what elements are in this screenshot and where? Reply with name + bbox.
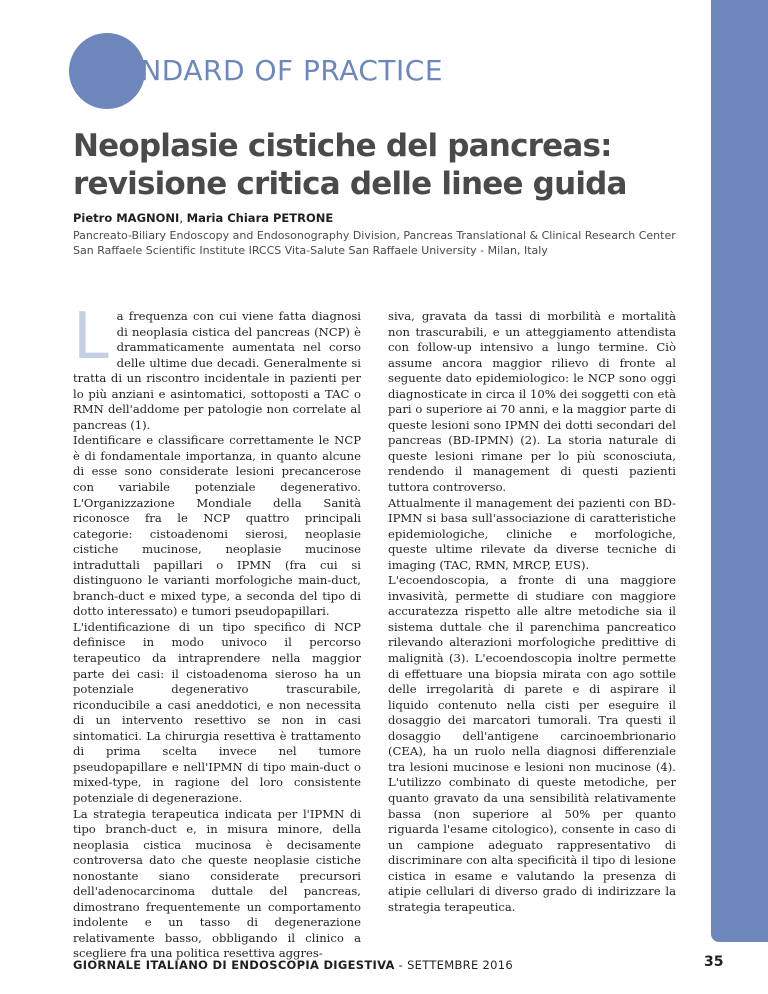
section-label-text: STANDARD OF PRACTICE	[87, 54, 444, 87]
journal-issue: - SETTEMBRE 2016	[394, 958, 513, 972]
paragraph: L'identificazione di un tipo specifico di NCP definisce in modo univoco il percorso terapeutico da intraprendere nella maggior parte dei casi: il cistoadenoma sieroso ha un potenziale degenerativo trascurabile, riconducibile a casi aneddotici, e non necessita di un intervento resettivo se non in casi sintomatici. La chirurgia resettiva è trattamento di prima scelta invece nel tumore pseudopapillare e nell'IPMN di tipo main-duct o mixed-type, in ragione del loro consistente potenziale di degenerazione.	[73, 619, 361, 805]
paragraph	[73, 300, 361, 433]
paragraph-text: a frequenza con cui viene fatta diagnosi di neoplasia cistica del pancreas (NCP) è drammaticamente aumentata nel corso delle ultime due decadi. Generalmente si tratta di un riscontro incidentale in pazienti per lo più anziani e asintomatici, sottoposti a TAC o RMN dell'addome per patologie non correlate al pancreas (1).	[73, 309, 361, 432]
author-separator: ,	[179, 211, 187, 225]
paragraph: L'ecoendoscopia, a fronte di una maggiore invasività, permette di studiare con maggiore accuratezza rispetto alle altre metodiche sia il sistema duttale che il parenchima pancreatico rilevando alterazioni morfologiche predittive di malignità (3). L'ecoendoscopia inoltre permette di effettuare una biopsia mirata con ago sottile delle irregolarità di parete e di aspirare il liquido contenuto nella cisti per eseguire il dosaggio dei marcatori tumorali. Tra questi il dosaggio dell'antigene carcinoembrionario (CEA), ha un ruolo nella diagnosi differenziale tra lesioni mucinose e lesioni non mucinose (4). L'utilizzo combinato di queste metodiche, per quanto gravato da una sensibilità relativamente bassa (non superiore al 50% per quanto riguarda l'esame citologico), consente in caso di un campione adeguato rappresentativo di discriminare con alta specificità il tipo di lesione cistica in esame e valutando la presenza di atipie cellulari di diverso grado di indirizzare la strategia terapeutica.	[388, 573, 676, 914]
author-2: Maria Chiara PETRONE	[186, 211, 334, 225]
right-column	[388, 309, 676, 915]
journal-name: GIORNALE ITALIANO DI ENDOSCOPIA DIGESTIVA	[73, 958, 395, 972]
title-line-1: Neoplasie cistiche del pancreas:	[73, 128, 612, 164]
authors	[73, 211, 333, 225]
side-section-tab	[711, 0, 768, 942]
drop-cap: L	[73, 300, 109, 374]
left-column	[73, 300, 361, 962]
article-title	[73, 127, 693, 203]
paragraph: Attualmente il management dei pazienti con BD-IPMN si basa sull'associazione di caratteristiche epidemiologiche, cliniche e morfologiche, queste ultime rilevate da diverse tecniche di imaging (TAC, RMN, MRCP, EUS).	[388, 495, 676, 572]
affiliation-line-2: San Raffaele Scientific Institute IRCCS Vita-Salute San Raffaele University - Milan, Italy	[73, 244, 548, 257]
footer-journal	[73, 958, 513, 972]
affiliation	[73, 228, 703, 258]
paragraph: Identificare e classificare correttamente le NCP è di fondamentale importanza, in quanto alcune di esse sono considerate lesioni precancerose con variabile potenziale degenerativo. L'Organizzazione Mondiale della Sanità riconosce fra le NCP quattro principali categorie: cistoadenomi sierosi, neoplasie cistiche mucinose, neoplasie mucinose intraduttali papillari o IPMN (fra cui si distinguono le varianti morfologiche main-duct, branch-duct e mixed type, a seconda del tipo di dotto interessato) e tumori pseudopapillari.	[73, 433, 361, 619]
section-label	[87, 54, 443, 87]
affiliation-line-1: Pancreato-Biliary Endoscopy and Endosonography Division, Pancreas Translational & Clinical Research Center	[73, 229, 676, 242]
title-line-2: revisione critica delle linee guida	[73, 166, 627, 202]
paragraph: La strategia terapeutica indicata per l'IPMN di tipo branch-duct e, in misura minore, della neoplasia cistica mucinosa è decisamente controversa dato che queste neoplasie cistiche nonostante siano considerate precursori dell'adenocarcinoma duttale del pancreas, dimostrano frequentemente un comportamento indolente e un tasso di degenerazione relativamente basso, obbligando il clinico a scegliere fra una politica resettiva aggres-	[73, 806, 361, 961]
paragraph: siva, gravata da tassi di morbilità e mortalità non trascurabili, e un atteggiamento attendista con follow-up intensivo a lungo termine. Ciò assume ancora maggior rilievo di fronte al seguente dato epidemiologico: le NCP sono oggi diagnosticate in circa il 10% dei soggetti con età pari o superiore ai 70 anni, e la maggior parte di queste lesioni sono IPMN dei dotti secondari del pancreas (BD-IPMN) (2). La storia naturale di queste lesioni rimane per lo più sconosciuta, rendendo il management di questi pazienti tuttora controverso.	[388, 309, 676, 495]
page-number: 35	[704, 954, 724, 970]
side-section-text: standard of practice	[628, 40, 653, 262]
author-1: Pietro MAGNONI	[73, 211, 180, 225]
